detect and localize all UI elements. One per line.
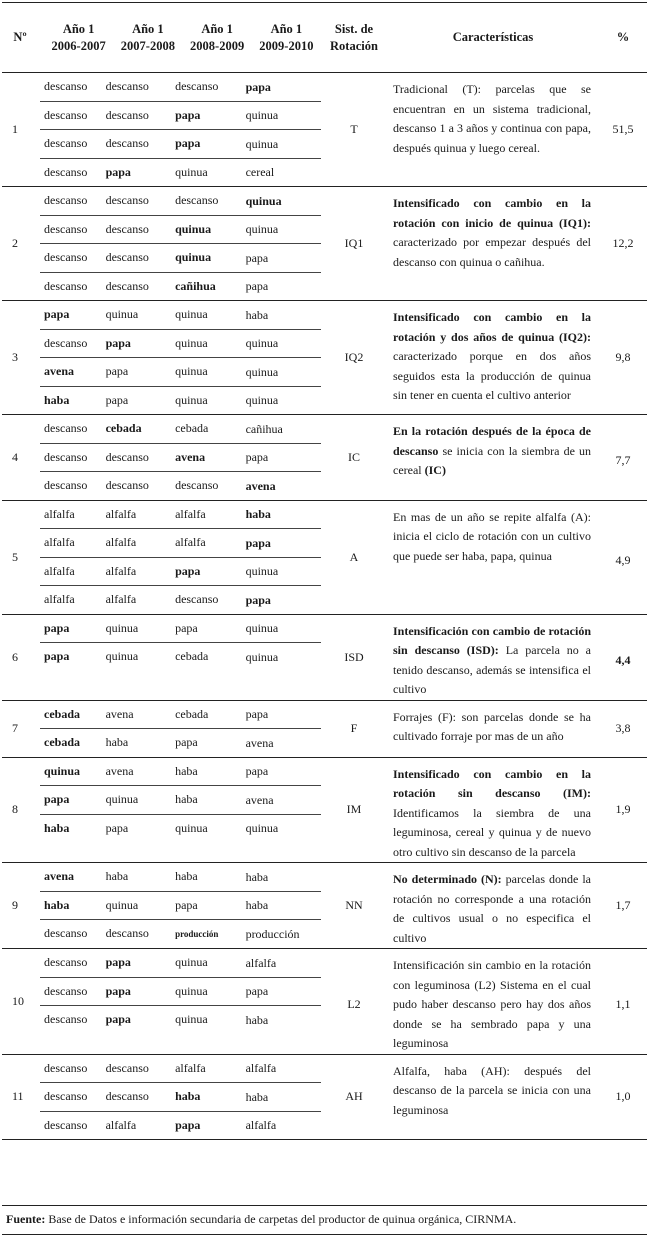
crop-cell: avena (44, 869, 74, 884)
crop-cell: descanso (105, 1060, 149, 1075)
crop-cell: descanso (175, 79, 219, 94)
crop-cell: cebada (175, 649, 209, 664)
characteristics-bold: Intensificación con cambio de rotación sin descanso (ISD): (393, 623, 591, 657)
characteristics-bold: No determinado (N): (393, 872, 502, 886)
crop-cell: papa (175, 563, 201, 578)
crop-row (40, 892, 321, 921)
crop-cell: papa (105, 392, 129, 407)
crop-cell: haba (105, 735, 129, 750)
crop-cell: quinua (175, 221, 212, 236)
crop-cell: quinua (105, 897, 139, 912)
crop-cell: haba (175, 1089, 201, 1104)
rotation-code: L2 (347, 996, 361, 1011)
crop-cell: alfalfa (44, 563, 75, 578)
crop-cell: papa (175, 107, 201, 122)
crop-cell: descanso (44, 1012, 88, 1027)
crop-cell: alfalfa (245, 955, 277, 970)
crop-row (40, 444, 321, 473)
crop-cell: descanso (44, 278, 88, 293)
crop-cell: descanso (105, 250, 149, 265)
crop-cell: cebada (44, 706, 80, 721)
row-number: 4 (12, 449, 18, 464)
crop-cell: papa (105, 1012, 131, 1027)
crop-row (40, 529, 321, 558)
crop-cell: descanso (105, 1089, 149, 1104)
crop-cell: haba (175, 869, 198, 884)
characteristics-body: Identificamos la siembra de una leguminosa, cereal y quinua y de nuevo otro cultivo sin descanso de la parcela (393, 805, 591, 859)
rotation-code: T (350, 122, 358, 136)
table-source-note (2, 1205, 647, 1235)
crop-cell: haba (175, 792, 198, 807)
crop-cell: avena (105, 763, 134, 778)
rotation-code: IM (346, 802, 362, 817)
crop-cell: quinua (175, 983, 208, 998)
header-row (2, 3, 647, 73)
crop-cell: papa (245, 279, 269, 294)
crop-cell: papa (44, 620, 70, 635)
crop-row (40, 73, 321, 102)
characteristics-text (387, 301, 599, 415)
row-number: 11 (12, 1089, 24, 1104)
crop-cell: cebada (105, 421, 142, 436)
crop-cell: cereal (245, 165, 275, 180)
characteristics-text (387, 863, 599, 949)
crop-cell: descanso (105, 136, 149, 151)
crop-row (40, 330, 321, 359)
crop-cell: alfalfa (105, 563, 137, 578)
crop-cell: alfalfa (105, 1117, 137, 1132)
crop-cell: avena (44, 364, 74, 379)
crop-cell: descanso (44, 221, 88, 236)
crop-cell: quinua (175, 164, 208, 179)
table-row (2, 949, 647, 1055)
crop-cell: papa (175, 897, 198, 912)
characteristics-body: caracterizado por empezar después del descanso con quinua o cañihua. (393, 235, 591, 269)
crop-cell: avena (175, 449, 206, 464)
crop-cell: papa (105, 820, 129, 835)
header-year-2: Año 1 2007-2008 (120, 21, 175, 53)
crop-cell: papa (105, 983, 131, 998)
crop-cell: haba (245, 307, 269, 322)
crop-row (40, 643, 321, 671)
crop-cell: haba (44, 392, 70, 407)
crop-cell: descanso (44, 449, 88, 464)
crop-cell: quinua (245, 821, 279, 836)
characteristics-bold: Intensificado con cambio en la rotación y dos años de quinua (IQ2): (393, 310, 591, 344)
crop-cell: descanso (105, 926, 149, 941)
crop-cell: descanso (105, 278, 149, 293)
row-number: 1 (12, 122, 18, 136)
crop-cell: alfalfa (245, 1061, 277, 1076)
crop-cell: descanso (44, 136, 88, 151)
crop-row (40, 949, 321, 978)
characteristics-body: Alfalfa, haba (AH): después del descanso de la parcela se inicia con una leguminosa (393, 1063, 591, 1117)
percent-value: 4,9 (615, 552, 631, 567)
crop-cell: haba (245, 898, 269, 913)
crop-sequence (38, 757, 321, 863)
table-row (2, 700, 647, 757)
rotation-code: IQ1 (344, 236, 364, 250)
crop-cell: papa (105, 955, 131, 970)
crop-cell: papa (245, 592, 271, 607)
rotation-code: F (350, 721, 358, 735)
row-number: 9 (12, 898, 18, 912)
crop-cell: quinua (175, 307, 208, 322)
crop-row (40, 863, 321, 892)
crop-cell: papa (245, 764, 269, 779)
percent-value: 51,5 (612, 122, 634, 136)
characteristics-text (387, 500, 599, 614)
percent-value: 1,7 (615, 898, 631, 912)
crop-cell: avena (245, 792, 274, 807)
crop-cell: haba (245, 1012, 269, 1027)
percent-value: 9,8 (615, 350, 631, 364)
crop-row (40, 701, 321, 730)
crop-cell: descanso (44, 955, 88, 970)
rotation-code: NN (345, 898, 363, 912)
characteristics-text (387, 1054, 599, 1140)
crop-cell: quinua (175, 364, 208, 379)
crop-cell: quinua (175, 335, 208, 350)
crop-cell: quinua (175, 955, 208, 970)
crop-cell: quinua (105, 792, 139, 807)
crop-cell: descanso (105, 193, 149, 208)
crop-cell: cañihua (245, 421, 283, 436)
crop-cell: haba (44, 897, 70, 912)
crop-cell: alfalfa (245, 1118, 277, 1133)
header-year-4: Año 1 2009-2010 (259, 21, 314, 53)
crop-row (40, 501, 321, 530)
crop-sequence (38, 614, 321, 700)
crop-cell: descanso (105, 449, 149, 464)
crop-cell: descanso (105, 107, 149, 122)
crop-row (40, 415, 321, 444)
header-num: Nº (2, 3, 38, 73)
crop-cell: papa (175, 735, 198, 750)
crop-cell: papa (105, 164, 131, 179)
crop-cell: haba (105, 869, 129, 884)
crop-cell: cebada (44, 735, 80, 750)
crop-cell: papa (245, 707, 269, 722)
characteristics-body: Tradicional (T): parcelas que se encuentran en un sistema tradicional, descanso 1 a 3 años y continua con papa, después quinua y luego cereal. (393, 82, 591, 155)
crop-cell: quinua (245, 393, 279, 408)
crop-cell: quinua (245, 193, 282, 208)
crop-row (40, 301, 321, 330)
crop-cell: descanso (44, 164, 88, 179)
crop-cell: descanso (44, 478, 88, 493)
crop-row (40, 216, 321, 245)
crop-cell: quinua (245, 564, 279, 579)
crop-cell: quinua (175, 820, 208, 835)
crop-row (40, 159, 321, 187)
crop-cell: producción (245, 926, 300, 941)
header-years (38, 3, 321, 73)
table-row (2, 614, 647, 700)
crop-cell: alfalfa (175, 1060, 206, 1075)
crop-cell: haba (175, 763, 198, 778)
row-number: 7 (12, 721, 18, 735)
crop-cell: descanso (44, 193, 88, 208)
crop-cell: quinua (175, 1012, 208, 1027)
crop-row (40, 187, 321, 216)
crop-cell: descanso (105, 221, 149, 236)
characteristics-body: En mas de un año se repite alfalfa (A): inicia el ciclo de rotación con un cultivo que puede ser haba, papa, quinua (393, 509, 591, 563)
percent-value: 7,7 (615, 452, 631, 467)
header-characteristics: Características (387, 3, 599, 73)
crop-cell: descanso (44, 1117, 88, 1132)
crop-cell: descanso (44, 926, 88, 941)
percent-value: 4,4 (615, 652, 631, 667)
crop-cell: cebada (175, 706, 209, 721)
row-number: 5 (12, 549, 18, 564)
crop-cell: producción (175, 928, 219, 939)
characteristics-body: Forrajes (F): son parcelas donde se ha cultivado forraje por mas de un año (393, 709, 591, 743)
characteristics-text (387, 757, 599, 863)
characteristics-bold: Intensificado con cambio en la rotación con inicio de quinua (IQ1): (393, 196, 591, 230)
crop-cell: quinua (245, 222, 279, 237)
crop-cell: descanso (44, 1060, 88, 1075)
characteristics-text (387, 614, 599, 700)
rotation-code: IQ2 (344, 350, 364, 364)
crop-cell: papa (245, 984, 269, 999)
crop-cell: alfalfa (44, 506, 75, 521)
crop-row (40, 244, 321, 273)
characteristics-bold: Intensificado con cambio en la rotación sin descanso (IM): (393, 766, 591, 800)
crop-cell: papa (175, 1117, 201, 1132)
rotation-code: ISD (344, 649, 364, 664)
crop-cell: descanso (175, 592, 219, 607)
crop-cell: quinua (245, 621, 279, 636)
table-row (2, 415, 647, 501)
table-body (2, 73, 647, 1140)
crop-cell: avena (245, 478, 276, 493)
crop-cell: alfalfa (44, 535, 75, 550)
table-row (2, 863, 647, 949)
characteristics-text (387, 949, 599, 1055)
crop-row (40, 387, 321, 415)
crop-row (40, 1083, 321, 1112)
crop-cell: papa (175, 620, 198, 635)
crop-cell: descanso (105, 79, 149, 94)
crop-sequence (38, 949, 321, 1055)
crop-cell: quinua (44, 763, 81, 778)
percent-value: 3,8 (615, 721, 631, 735)
crop-cell: alfalfa (175, 535, 206, 550)
table-row (2, 73, 647, 187)
crop-cell: papa (105, 364, 129, 379)
crop-sequence (38, 73, 321, 187)
crop-row (40, 978, 321, 1007)
crop-row (40, 1112, 321, 1140)
crop-cell: papa (44, 792, 70, 807)
crop-cell: alfalfa (105, 592, 137, 607)
crop-cell: papa (245, 250, 269, 265)
crop-row (40, 273, 321, 301)
crop-row (40, 729, 321, 757)
crop-cell: papa (105, 335, 131, 350)
source-label: Fuente: (6, 1212, 46, 1226)
crop-cell: alfalfa (105, 506, 137, 521)
crop-cell: quinua (245, 649, 279, 664)
crop-row (40, 130, 321, 159)
crop-cell: quinua (105, 620, 139, 635)
crop-row (40, 920, 321, 948)
crop-row (40, 786, 321, 815)
crop-sequence (38, 500, 321, 614)
crop-cell: descanso (44, 250, 88, 265)
crop-cell: haba (245, 507, 271, 522)
crop-row (40, 1055, 321, 1084)
characteristics-body: Intensificación sin cambio en la rotación con leguminosa (L2) Sistema en el cual pudo haber descanso pero hay dos años donde se ha sembrado papa y una leguminosa (393, 958, 591, 1050)
rotation-table (2, 2, 647, 1140)
table-row (2, 187, 647, 301)
crop-cell: descanso (44, 983, 88, 998)
row-number: 6 (12, 649, 18, 664)
percent-value: 1,0 (615, 1089, 631, 1104)
characteristics-text (387, 415, 599, 501)
crop-cell: descanso (44, 79, 88, 94)
percent-value: 1,9 (615, 802, 631, 817)
crop-cell: descanso (44, 107, 88, 122)
crop-cell: cañihua (175, 278, 216, 293)
crop-cell: quinua (245, 136, 279, 151)
crop-cell: haba (245, 1089, 269, 1104)
crop-row (40, 558, 321, 587)
table-row (2, 301, 647, 415)
crop-cell: papa (44, 307, 70, 322)
crop-row (40, 758, 321, 787)
characteristics-text (387, 73, 599, 187)
crop-row (40, 1006, 321, 1034)
crop-sequence (38, 301, 321, 415)
crop-cell: descanso (175, 478, 219, 493)
crop-row (40, 815, 321, 843)
crop-sequence (38, 700, 321, 757)
characteristics-body: se inicia con la siembra de un cereal (393, 443, 591, 477)
crop-cell: quinua (245, 364, 279, 379)
crop-cell: papa (245, 535, 271, 550)
crop-sequence (38, 415, 321, 501)
crop-cell: avena (105, 706, 134, 721)
crop-cell: avena (245, 735, 274, 750)
crop-row (40, 586, 321, 614)
header-year-3: Año 1 2008-2009 (190, 21, 245, 53)
crop-cell: haba (44, 820, 70, 835)
crop-cell: descanso (44, 1089, 88, 1104)
header-percent: % (599, 3, 647, 73)
table-row (2, 1054, 647, 1140)
crop-cell: alfalfa (105, 535, 137, 550)
crop-sequence (38, 1054, 321, 1140)
percent-value: 12,2 (612, 236, 634, 250)
crop-cell: quinua (245, 336, 279, 351)
crop-cell: papa (175, 136, 201, 151)
characteristics-bold-tail: (IC) (424, 463, 446, 477)
crop-row (40, 102, 321, 131)
crop-row (40, 615, 321, 644)
crop-cell: descanso (44, 335, 88, 350)
crop-cell: descanso (175, 193, 219, 208)
crop-cell: alfalfa (175, 506, 206, 521)
characteristics-body: La parcela no a tenido descanso, además se intensifica el cultivo (393, 643, 592, 696)
rotation-code: A (349, 549, 359, 564)
crop-cell: quinua (175, 392, 208, 407)
row-number: 2 (12, 236, 18, 250)
crop-cell: descanso (105, 478, 149, 493)
row-number: 8 (12, 802, 18, 817)
crop-cell: alfalfa (44, 592, 75, 607)
characteristics-text (387, 700, 599, 757)
crop-row (40, 358, 321, 387)
characteristics-body: parcelas donde la rotación no corresponde a una rotación de cultivos usual o no especifica el cultivo (393, 872, 591, 945)
characteristics-bold: En la rotación después de la época de descanso (393, 424, 591, 458)
crop-sequence (38, 187, 321, 301)
crop-cell: papa (44, 649, 70, 664)
table-row (2, 500, 647, 614)
row-number: 3 (12, 350, 18, 364)
crop-row (40, 472, 321, 500)
rotation-code: IC (348, 449, 360, 464)
crop-cell: papa (245, 79, 271, 94)
crop-cell: quinua (175, 250, 212, 265)
rotation-code: AH (345, 1089, 363, 1104)
row-number: 10 (12, 993, 24, 1008)
crop-cell: cebada (175, 421, 209, 436)
header-year-1: Año 1 2006-2007 (51, 21, 106, 53)
source-text: Base de Datos e información secundaria de carpetas del productor de quinua orgánica, CIRNMA. (45, 1212, 517, 1226)
crop-cell: quinua (245, 108, 279, 123)
crop-cell: quinua (105, 307, 139, 322)
characteristics-body: caracterizado porque en dos años seguidos esta la producción de quinua sin tener en cuenta el cultivo anterior (393, 349, 591, 402)
characteristics-text (387, 187, 599, 301)
crop-sequence (38, 863, 321, 949)
crop-cell: quinua (105, 649, 139, 664)
percent-value: 1,1 (615, 996, 631, 1011)
crop-cell: descanso (44, 421, 88, 436)
crop-cell: haba (245, 869, 269, 884)
crop-cell: papa (245, 450, 269, 465)
table-row (2, 757, 647, 863)
header-rotation: Sist. de Rotación (321, 3, 387, 73)
